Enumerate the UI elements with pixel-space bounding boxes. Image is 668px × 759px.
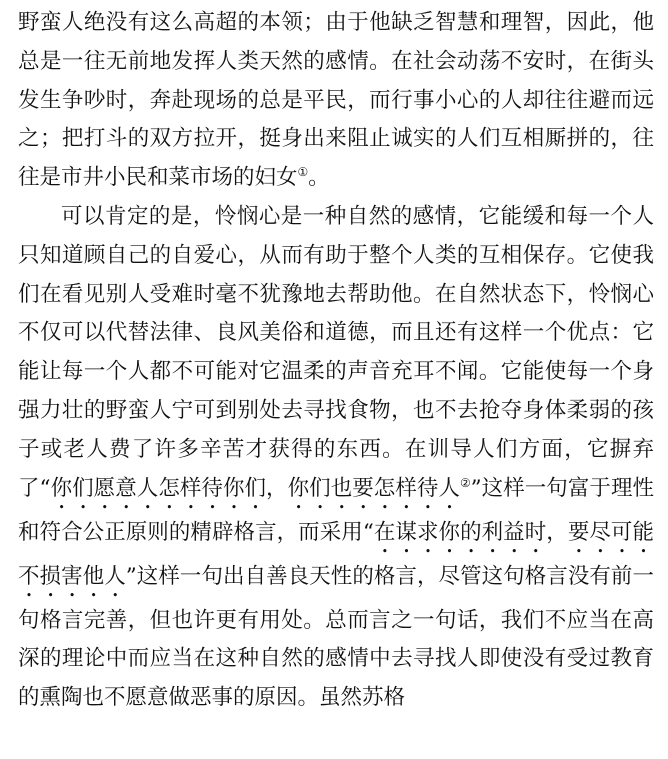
paragraph-1 (18, 4, 654, 198)
paragraph-1-text: 野蛮人绝没有这么高超的本领；由于他缺乏智慧和理智，因此，他总是一往无前地发挥人类天然的感情。在社会动荡不安时，在街头发生争吵时，奔赴现场的总是平民，而行事小心的人却往往避而远之；把打斗的双方拉开，挺身出来阻止诚实的人们互相厮拼的，往往是市井小民和菜市场的妇女 (18, 10, 654, 191)
emphasized-maxim-2: 在谋求你的利益时，要尽可能不损害他人 (18, 519, 654, 589)
footnote-marker-1: ① (297, 165, 309, 180)
paragraph-2-text-c: ”这样一句出自善良天性的格言，尽管这句格言没有前一句格言完善，但也许更有用处。总而言之一句话，我们不应当在高深的理论中而应当在这种自然的感情中去寻找人即使没有受过教育的熏陶也不愿意做恶事的原因。虽然苏格 (18, 563, 654, 711)
paragraph-1-end: 。 (308, 165, 330, 191)
body-text (18, 4, 654, 718)
paragraph-2-text-b: ”这样一句富于理性和符合公正原则的精辟格言，而采用“ (18, 475, 654, 545)
footnote-marker-2: ② (459, 475, 471, 490)
paragraph-2-text-a: 可以肯定的是，怜悯心是一种自然的感情，它能缓和每一个人只知道顾自己的自爱心，从而有助于整个人类的互相保存。它使我们在看见别人受难时毫不犹豫地去帮助他。在自然状态下，怜悯心不仅可以代替法律、良风美俗和道德，而且还有这样一个优点：它能让每一个人都不可能对它温柔的声音充耳不闻。它能使每一个身强力壮的野蛮人宁可到别处去寻找食物，也不去抢夺身体柔弱的孩子或老人费了许多辛苦才获得的东西。在训导人们方面，它摒弃了“ (18, 203, 654, 501)
paragraph-2 (18, 198, 654, 718)
emphasized-maxim-1: 你们愿意人怎样待你们，你们也要怎样待人 (50, 475, 460, 501)
